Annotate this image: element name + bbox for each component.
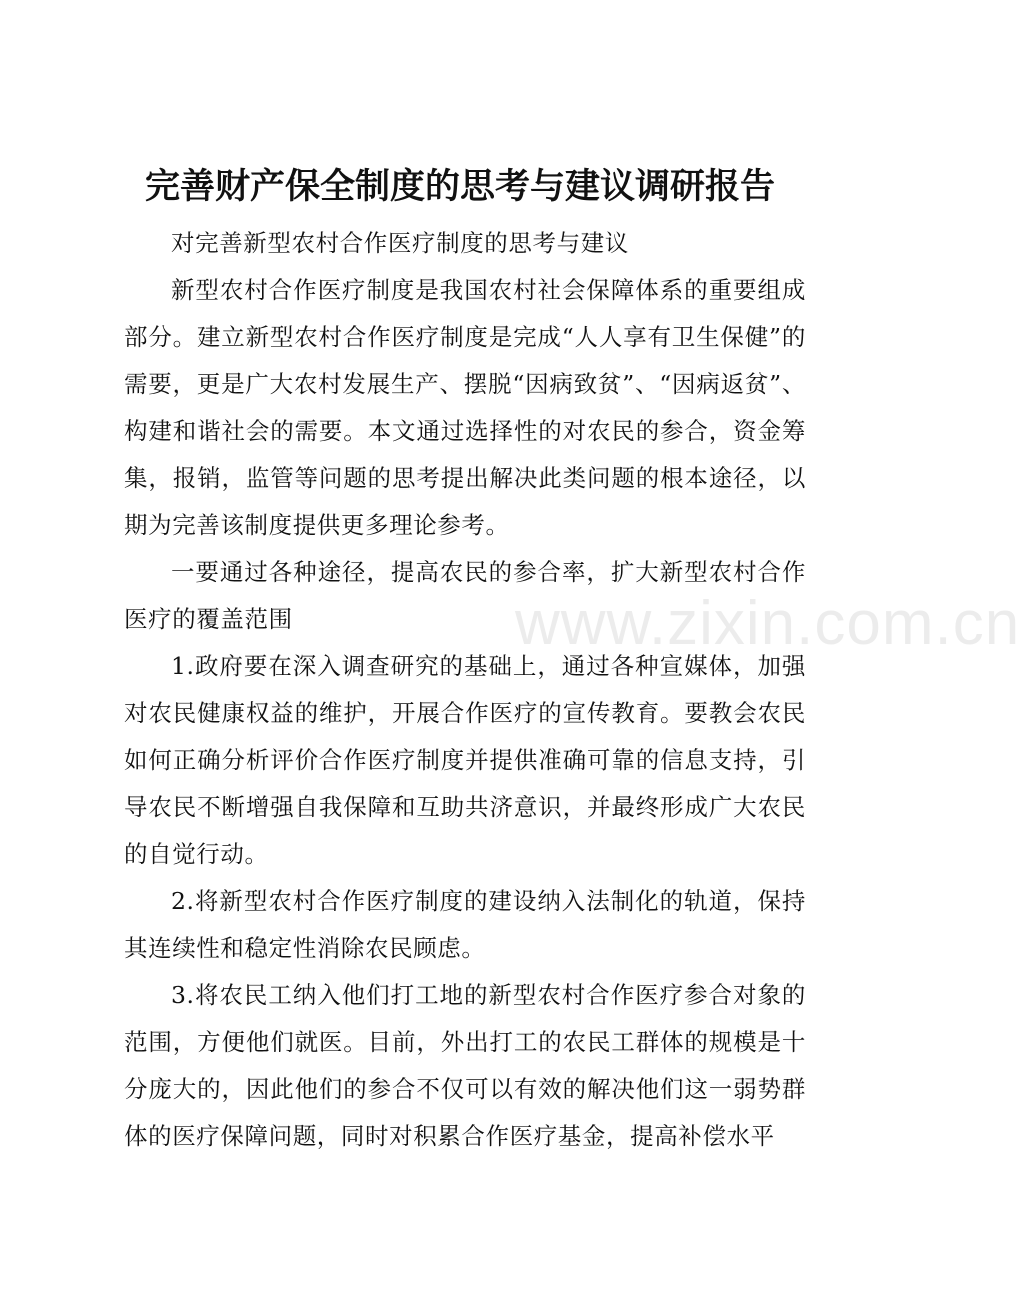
paragraph-item-3: 3.将农民工纳入他们打工地的新型农村合作医疗参合对象的范围，方便他们就医。目前，外出打工的农民工群体的规模是十分庞大的，因此他们的参合不仅可以有效的解决他们这一弱势群体的医疗保障问题，同时对积累合作医疗基金，提高补偿水平 (124, 981, 806, 1150)
paragraph-section-heading: 一要通过各种途径，提高农民的参合率，扩大新型农村合作医疗的覆盖范围 (124, 558, 806, 633)
subtitle-line: 对完善新型农村合作医疗制度的思考与建议 (171, 229, 629, 257)
paragraph-item-2: 2.将新型农村合作医疗制度的建设纳入法制化的轨道，保持其连续性和稳定性消除农民顾虑。 (124, 887, 806, 962)
paragraph-item-1: 1.政府要在深入调查研究的基础上，通过各种宣媒体，加强对农民健康权益的维护，开展合作医疗的宣传教育。要教会农民如何正确分析评价合作医疗制度并提供准确可靠的信息支持，引导农民不断增强自我保障和互助共济意识，并最终形成广大农民的自觉行动。 (124, 652, 806, 868)
document-title: 完善财产保全制度的思考与建议调研报告 (144, 166, 775, 207)
watermark-text: www.zixin.com.cn (515, 589, 1020, 658)
paragraph-intro: 新型农村合作医疗制度是我国农村社会保障体系的重要组成部分。建立新型农村合作医疗制度是完成“人人享有卫生保健”的需要，更是广大农村发展生产、摆脱“因病致贫”、“因病返贫”、构建和谐社会的需要。本文通过选择性的对农民的参合，资金筹集，报销，监管等问题的思考提出解决此类问题的根本途径，以期为完善该制度提供更多理论参考。 (124, 276, 806, 539)
document-body (124, 220, 806, 1160)
